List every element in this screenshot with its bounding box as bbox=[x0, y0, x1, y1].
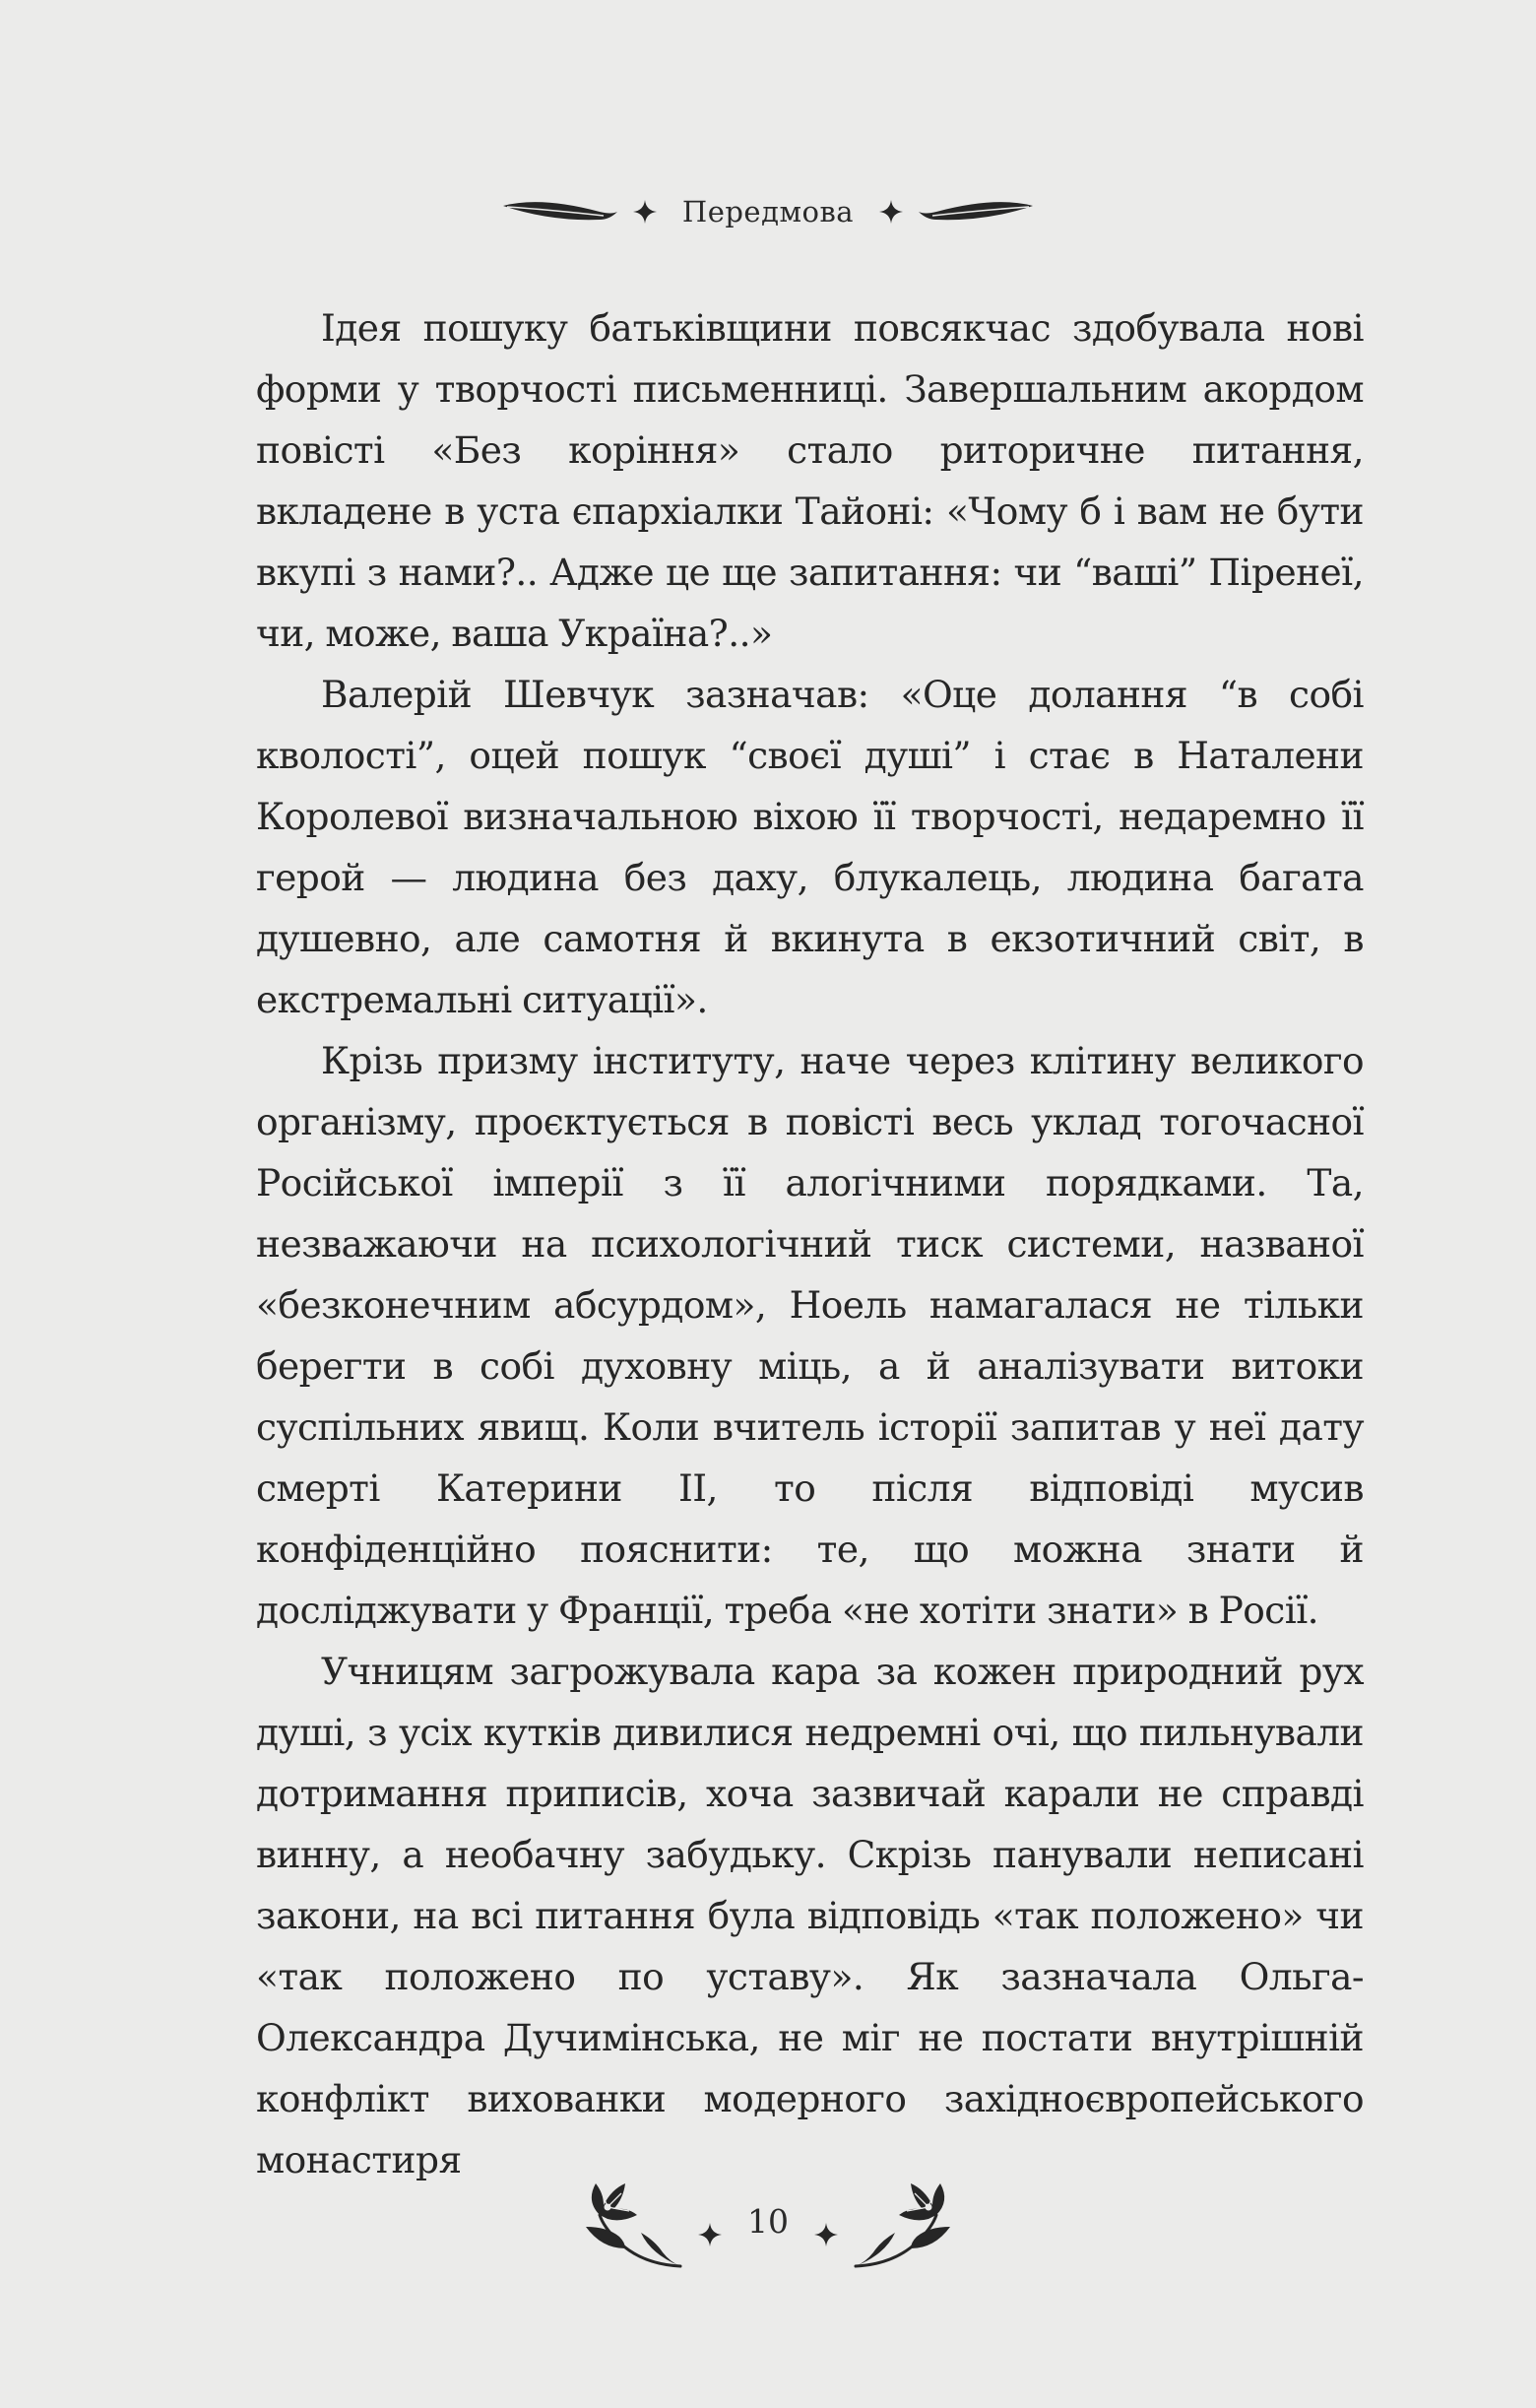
paragraph-3: Крізь призму інституту, наче через клітину великого організму, проєктується в повісті весь уклад тогочасної Російської імперії з її алогічними порядками. Та, незважаючи на психологічний тиск системи, названої «безконечним абсурдом», Ноель намагалася не тільки берегти в собі духовну міць, а й аналізувати витоки суспільних явищ. Коли вчитель історії запитав у неї дату смерті Катерини ІІ, то після відповіді мусив конфіденційно пояснити: те, що можна знати й досліджувати у Франції, треба «не хотіти знати» в Росії. bbox=[256, 1039, 1364, 1632]
page-folio bbox=[0, 2162, 1536, 2280]
page-folio-inner bbox=[582, 2172, 954, 2270]
leaf-ornament-left-icon bbox=[501, 198, 619, 226]
running-head-inner bbox=[501, 195, 1035, 228]
leaf-ornament-right-icon bbox=[917, 198, 1035, 226]
paragraph-4: Учницям загрожувала кара за кожен природний рух душі, з усіх кутків дивилися недремні очі, що пильнували дотримання приписів, хоча зазвичай карали не справді винну, а необачну забудьку. Скрізь панували неписані закони, на всі питання була відповідь «так положено» чи «так положено по уставу». Як зазначала Ольга-Олександра Дучимінська, не міг не постати внутрішній конфлікт вихованки модерного західноєвропейського монастиря bbox=[256, 1650, 1364, 2181]
star-ornament-right-icon bbox=[879, 200, 903, 224]
flower-ornament-left-icon bbox=[582, 2172, 690, 2270]
star-ornament-footer-left-icon bbox=[698, 2223, 722, 2246]
running-head bbox=[0, 185, 1536, 238]
running-title: Передмова bbox=[681, 195, 855, 228]
paragraph-1: Ідея пошуку батьківщини повсякчас здобувала нові форми у творчості письменниці. Завершальним акордом повісті «Без коріння» стало риторичне питання, вкладене в уста єпархіалки Тайоні: «Чому б і вам не бути вкупі з нами?.. Адже це ще запитання: чи “ваші” Піренеї, чи, може, ваша Україна?..» bbox=[256, 306, 1364, 655]
star-ornament-footer-right-icon bbox=[814, 2223, 838, 2246]
body-text bbox=[256, 297, 1364, 2190]
flower-ornament-right-icon bbox=[846, 2172, 954, 2270]
paragraph-2: Валерій Шевчук зазначав: «Оце долання “в собі кволості”, оцей пошук “своєї душі” і стає в Наталени Королевої визначальною віхою її творчості, недаремно її герой — людина без даху, блукалець, людина багата душевно, але самотня й вкинута в екзотичний світ, в екстремальні ситуації». bbox=[256, 673, 1364, 1021]
page-number: 10 bbox=[747, 2201, 789, 2241]
star-ornament-left-icon bbox=[633, 200, 657, 224]
